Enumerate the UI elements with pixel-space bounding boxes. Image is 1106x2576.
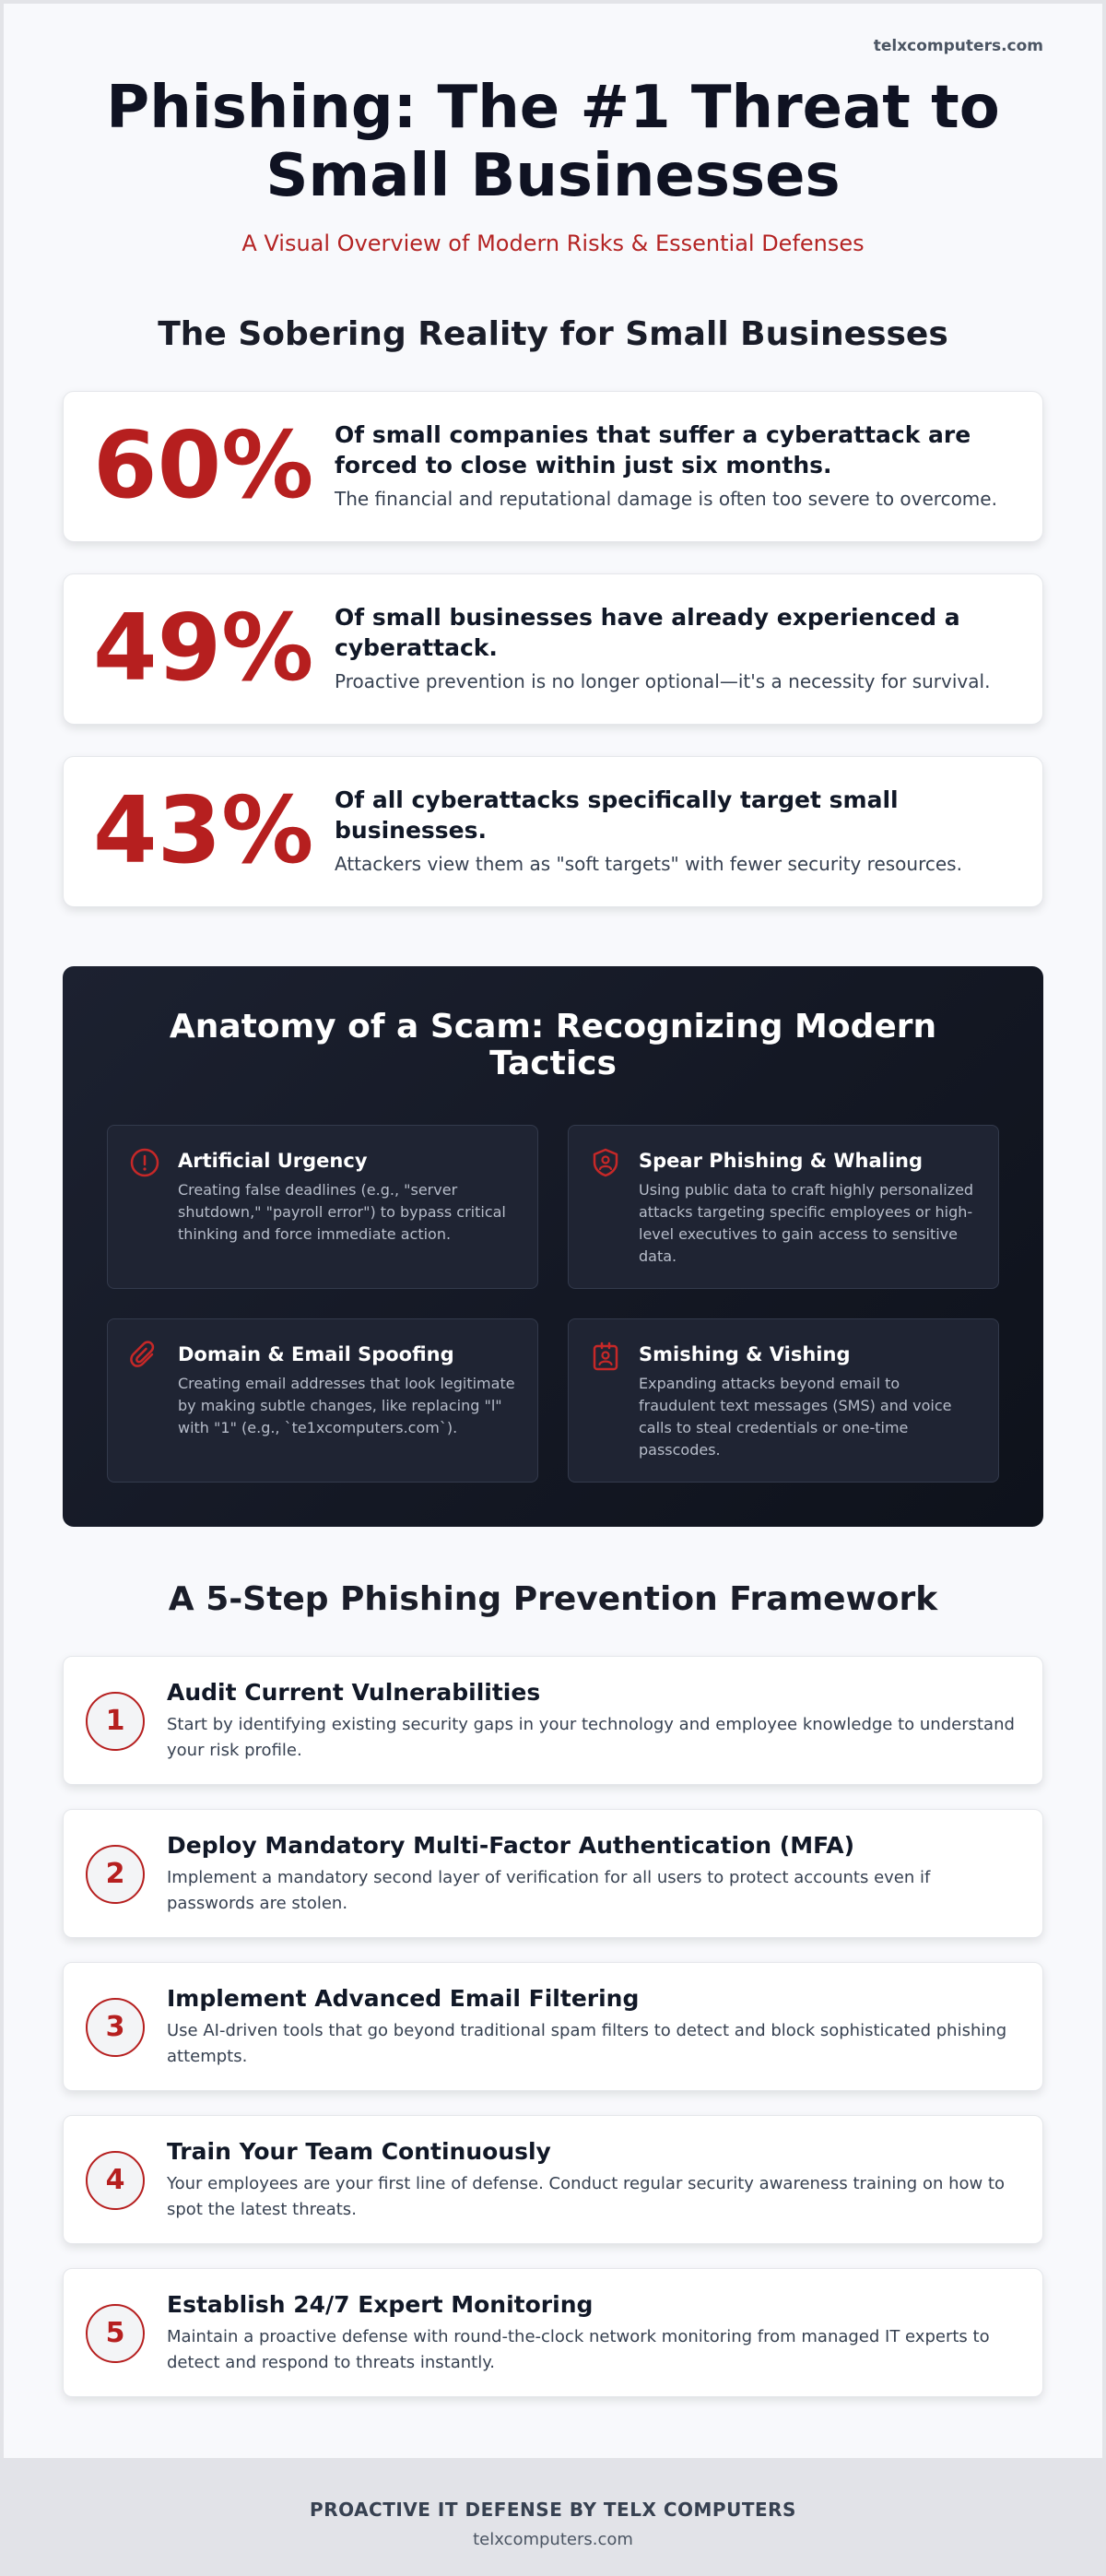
step-card [63, 2268, 1043, 2397]
page-title-line-2: Small Businesses [265, 142, 841, 210]
footer-brand: PROACTIVE IT DEFENSE BY TELX COMPUTERS [310, 2499, 796, 2521]
id-badge-icon [589, 1340, 622, 1373]
step-title: Audit Current Vulnerabilities [167, 1679, 541, 1706]
tactic-description: Creating email addresses that look legitimate by making subtle changes, like replacing "l" with "1" (e.g., `te1xcomputers.com`). [178, 1375, 515, 1436]
tactic-description: Expanding attacks beyond email to fraudulent text messages (SMS) and voice calls to steal credentials or one-time passcodes. [639, 1375, 952, 1459]
page-footer [0, 2458, 1106, 2576]
framework-section-title: A 5-Step Phishing Prevention Framework [168, 1580, 938, 1618]
page-title [4, 74, 1102, 210]
step-card [63, 1962, 1043, 2091]
stat-description: Proactive prevention is no longer optional—it's a necessity for survival. [335, 670, 991, 692]
step-description: Use AI-driven tools that go beyond traditional spam filters to detect and block sophisticated phishing attempts. [167, 2021, 1007, 2066]
stat-card [63, 756, 1043, 907]
page-title-line-1: Phishing: The #1 Threat to [106, 74, 1000, 142]
step-card [63, 1656, 1043, 1785]
step-card [63, 1809, 1043, 1938]
stat-headline: Of small companies that suffer a cyberattack are forced to close within just six months. [335, 421, 971, 479]
stat-description: The financial and reputational damage is often too severe to overcome. [335, 488, 997, 510]
step-number-badge: 5 [86, 2304, 145, 2363]
page-subtitle: A Visual Overview of Modern Risks & Essential Defenses [241, 230, 865, 256]
step-card [63, 2115, 1043, 2244]
stat-card [63, 391, 1043, 542]
footer-site-url: telxcomputers.com [473, 2530, 633, 2549]
step-number-badge: 3 [86, 1998, 145, 2057]
stat-description: Attackers view them as "soft targets" with fewer security resources. [335, 853, 962, 875]
tactic-card-artificial-urgency [107, 1125, 538, 1289]
tactic-title: Artificial Urgency [178, 1150, 368, 1172]
stat-headline: Of all cyberattacks specifically target small businesses. [335, 786, 899, 844]
stat-number: 49% [93, 594, 314, 702]
step-title: Train Your Team Continuously [167, 2138, 551, 2165]
tactics-panel [63, 966, 1043, 1527]
tactic-title: Domain & Email Spoofing [178, 1343, 454, 1365]
stat-headline: Of small businesses have already experienced a cyberattack. [335, 604, 960, 661]
step-number-badge: 1 [86, 1692, 145, 1751]
step-description: Your employees are your first line of defense. Conduct regular security awareness training on how to spot the latest threats. [167, 2174, 1006, 2219]
site-url: telxcomputers.com [873, 37, 1043, 55]
tactic-description: Creating false deadlines (e.g., "server shutdown," "payroll error") to bypass critical thinking and force immediate action. [178, 1181, 506, 1243]
step-description: Implement a mandatory second layer of verification for all users to protect accounts even if passwords are stolen. [167, 1868, 931, 1913]
infographic-page [4, 4, 1102, 2458]
step-number-badge: 2 [86, 1845, 145, 1904]
alert-circle-icon [128, 1146, 161, 1179]
step-number-badge: 4 [86, 2151, 145, 2210]
tactic-description: Using public data to craft highly personalized attacks targeting specific employees or high-level executives to gain access to sensitive data. [639, 1181, 974, 1265]
step-title: Implement Advanced Email Filtering [167, 1985, 640, 2012]
stat-card [63, 573, 1043, 725]
step-description: Start by identifying existing security gaps in your technology and employee knowledge to understand your risk profile. [167, 1715, 1015, 1760]
step-title: Deploy Mandatory Multi-Factor Authentication (MFA) [167, 1832, 855, 1859]
step-title: Establish 24/7 Expert Monitoring [167, 2291, 594, 2318]
step-description: Maintain a proactive defense with round-the-clock network monitoring from managed IT experts to detect and respond to threats instantly. [167, 2327, 990, 2372]
tactic-card-smishing-vishing [568, 1318, 999, 1483]
stats-section-title: The Sobering Reality for Small Businesses [158, 315, 948, 353]
tactics-section-title: Anatomy of a Scam: Recognizing Modern Tactics [169, 1008, 937, 1082]
tactic-title: Spear Phishing & Whaling [639, 1150, 924, 1172]
shield-user-icon [589, 1146, 622, 1179]
tactic-card-domain-spoofing [107, 1318, 538, 1483]
tactic-card-spear-phishing [568, 1125, 999, 1289]
paperclip-icon [128, 1340, 161, 1373]
tactic-title: Smishing & Vishing [639, 1343, 851, 1365]
stat-number: 43% [93, 776, 314, 884]
stat-number: 60% [93, 411, 314, 519]
